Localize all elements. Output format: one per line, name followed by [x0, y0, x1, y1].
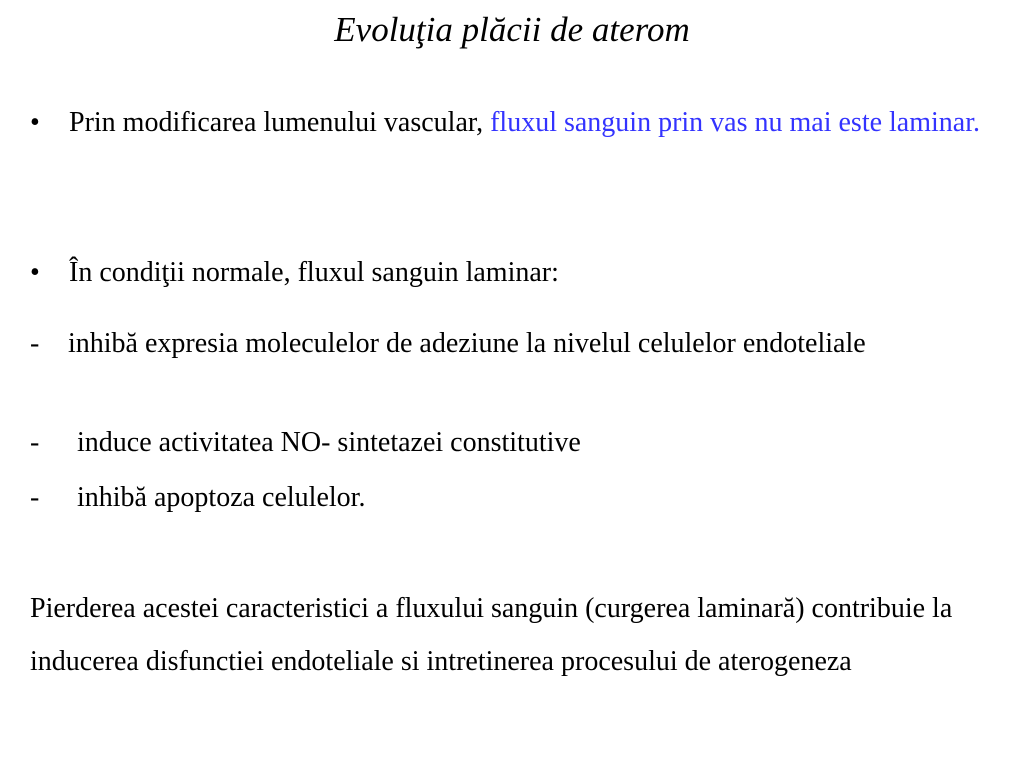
dash-marker: -: [30, 427, 40, 458]
effect-text: inhibă apoptoza celulelor.: [77, 482, 366, 513]
bullet-text: În condiţii normale, fluxul sanguin laminar:: [69, 257, 559, 288]
bullet-item-normal-conditions: [30, 252, 990, 294]
effect-item: [30, 421, 990, 465]
dash-marker: -: [30, 482, 40, 513]
effect-text: induce activitatea NO- sintetazei constitutive: [77, 427, 581, 458]
bullet-marker: •: [30, 257, 40, 288]
conclusion-paragraph: Pierderea acestei caracteristici a fluxului sanguin (curgerea laminară) contribuie la inducerea disfunctiei endoteliale si intretinerea procesului de aterogeneza: [30, 593, 953, 677]
bullet-text: [69, 102, 990, 144]
effect-text: inhibă expresia moleculelor de adeziune la nivelul celulelor endoteliale: [68, 328, 866, 359]
effect-item: [30, 476, 990, 520]
dash-marker: -: [30, 328, 40, 359]
effect-item: [30, 322, 990, 366]
slide-title: Evoluţia plăcii de aterom: [334, 10, 690, 49]
bullet-item-lumen: [30, 102, 990, 144]
bullet-text-highlight: fluxul sanguin prin vas nu mai este laminar.: [490, 107, 980, 138]
bullet-text-plain: Prin modificarea lumenului vascular,: [69, 107, 491, 138]
bullet-marker: •: [30, 107, 40, 138]
